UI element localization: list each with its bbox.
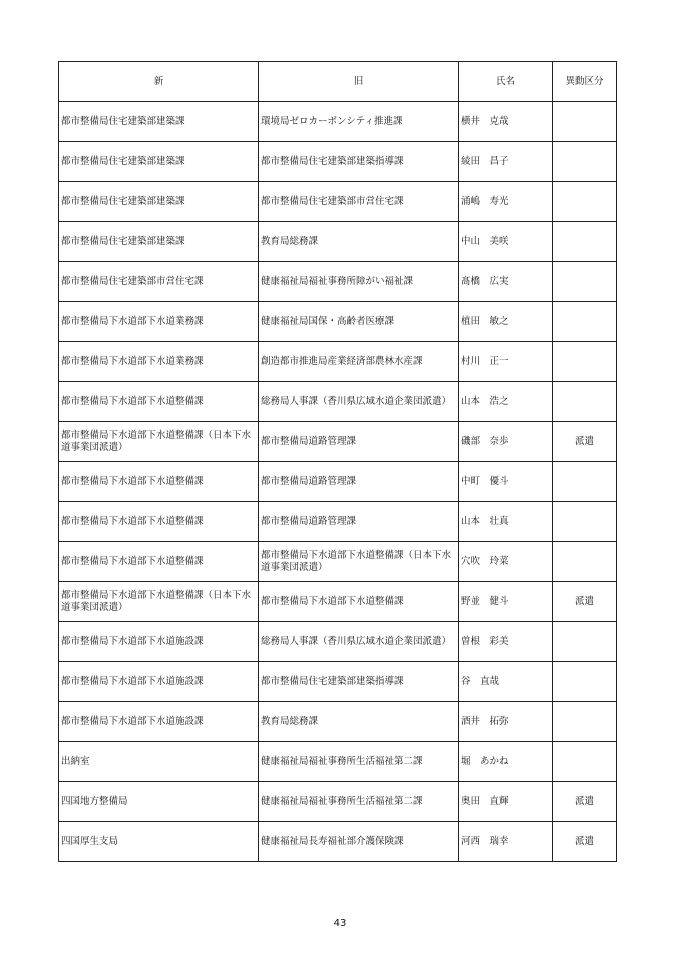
cell-old-dept: 健康福祉局福祉事務所生活福祉第二課 — [259, 742, 459, 782]
cell-transfer-type — [553, 382, 617, 422]
cell-transfer-type — [553, 542, 617, 582]
page-number: 43 — [333, 918, 347, 929]
table-row — [59, 822, 617, 862]
cell-new-dept: 都市整備局下水道部下水道業務課 — [59, 302, 259, 342]
cell-name: 河西 瑞幸 — [459, 822, 553, 862]
cell-name: 中山 美咲 — [459, 222, 553, 262]
personnel-transfer-table — [58, 61, 617, 862]
cell-transfer-type — [553, 502, 617, 542]
table-row — [59, 462, 617, 502]
cell-name: 野並 健斗 — [459, 582, 553, 622]
cell-name: 奥田 直輝 — [459, 782, 553, 822]
cell-name: 酒井 拓弥 — [459, 702, 553, 742]
cell-name: 中町 優斗 — [459, 462, 553, 502]
cell-name: 穴吹 玲菜 — [459, 542, 553, 582]
cell-old-dept: 健康福祉局長寿福祉部介護保険課 — [259, 822, 459, 862]
cell-new-dept: 出納室 — [59, 742, 259, 782]
cell-old-dept: 健康福祉局福祉事務所生活福祉第二課 — [259, 782, 459, 822]
cell-new-dept: 都市整備局下水道部下水道整備課 — [59, 502, 259, 542]
table-row — [59, 222, 617, 262]
cell-transfer-type — [553, 182, 617, 222]
cell-name: 横井 克哉 — [459, 102, 553, 142]
cell-name: 山本 壮真 — [459, 502, 553, 542]
table-row — [59, 302, 617, 342]
cell-old-dept: 都市整備局下水道部下水道整備課 — [259, 582, 459, 622]
table-row — [59, 702, 617, 742]
table-row — [59, 342, 617, 382]
cell-transfer-type — [553, 222, 617, 262]
cell-old-dept: 都市整備局道路管理課 — [259, 422, 459, 462]
cell-old-dept: 環境局ゼロカーボンシティ推進課 — [259, 102, 459, 142]
cell-old-dept: 都市整備局住宅建築部建築指導課 — [259, 662, 459, 702]
cell-new-dept: 都市整備局下水道部下水道整備課（日本下水道事業団派遣） — [59, 422, 259, 462]
cell-old-dept: 都市整備局道路管理課 — [259, 462, 459, 502]
cell-new-dept: 都市整備局下水道部下水道業務課 — [59, 342, 259, 382]
table-row — [59, 582, 617, 622]
cell-new-dept: 都市整備局住宅建築部建築課 — [59, 222, 259, 262]
cell-new-dept: 都市整備局下水道部下水道整備課 — [59, 542, 259, 582]
header-name: 氏名 — [459, 62, 553, 102]
table-row — [59, 182, 617, 222]
cell-new-dept: 都市整備局住宅建築部市営住宅課 — [59, 262, 259, 302]
cell-transfer-type — [553, 142, 617, 182]
table-row — [59, 422, 617, 462]
cell-old-dept: 健康福祉局福祉事務所障がい福祉課 — [259, 262, 459, 302]
cell-transfer-type: 派遣 — [553, 782, 617, 822]
table-row — [59, 262, 617, 302]
header-old: 旧 — [259, 62, 459, 102]
cell-old-dept: 健康福祉局国保・高齢者医療課 — [259, 302, 459, 342]
cell-transfer-type — [553, 622, 617, 662]
cell-transfer-type: 派遣 — [553, 822, 617, 862]
cell-transfer-type: 派遣 — [553, 422, 617, 462]
cell-new-dept: 都市整備局住宅建築部建築課 — [59, 102, 259, 142]
cell-name: 涌嶋 寿光 — [459, 182, 553, 222]
table-row — [59, 502, 617, 542]
cell-transfer-type — [553, 702, 617, 742]
cell-name: 山本 浩之 — [459, 382, 553, 422]
cell-old-dept: 総務局人事課（香川県広域水道企業団派遣） — [259, 382, 459, 422]
cell-transfer-type — [553, 662, 617, 702]
table-header-row — [59, 62, 617, 102]
table-row — [59, 382, 617, 422]
table-row — [59, 542, 617, 582]
cell-transfer-type — [553, 262, 617, 302]
cell-name: 植田 敏之 — [459, 302, 553, 342]
cell-old-dept: 都市整備局道路管理課 — [259, 502, 459, 542]
cell-transfer-type — [553, 302, 617, 342]
cell-name: 綾田 昌子 — [459, 142, 553, 182]
cell-transfer-type — [553, 462, 617, 502]
cell-new-dept: 都市整備局住宅建築部建築課 — [59, 182, 259, 222]
cell-new-dept: 四国地方整備局 — [59, 782, 259, 822]
cell-name: 村川 正一 — [459, 342, 553, 382]
cell-old-dept: 都市整備局下水道部下水道整備課（日本下水道事業団派遣） — [259, 542, 459, 582]
cell-name: 磯部 奈歩 — [459, 422, 553, 462]
cell-transfer-type — [553, 742, 617, 782]
header-new: 新 — [59, 62, 259, 102]
cell-new-dept: 都市整備局下水道部下水道施設課 — [59, 662, 259, 702]
table-body — [59, 102, 617, 862]
table-row — [59, 102, 617, 142]
cell-new-dept: 都市整備局下水道部下水道整備課 — [59, 382, 259, 422]
cell-new-dept: 都市整備局下水道部下水道施設課 — [59, 622, 259, 662]
cell-old-dept: 創造都市推進局産業経済部農林水産課 — [259, 342, 459, 382]
cell-name: 曽根 彩美 — [459, 622, 553, 662]
cell-name: 谷 直哉 — [459, 662, 553, 702]
cell-new-dept: 都市整備局下水道部下水道施設課 — [59, 702, 259, 742]
cell-name: 堀 あかね — [459, 742, 553, 782]
table-row — [59, 662, 617, 702]
cell-new-dept: 都市整備局下水道部下水道整備課 — [59, 462, 259, 502]
cell-old-dept: 総務局人事課（香川県広域水道企業団派遣） — [259, 622, 459, 662]
cell-new-dept: 四国厚生支局 — [59, 822, 259, 862]
cell-transfer-type — [553, 342, 617, 382]
cell-old-dept: 都市整備局住宅建築部建築指導課 — [259, 142, 459, 182]
table-row — [59, 622, 617, 662]
cell-new-dept: 都市整備局住宅建築部建築課 — [59, 142, 259, 182]
table-row — [59, 782, 617, 822]
cell-old-dept: 都市整備局住宅建築部市営住宅課 — [259, 182, 459, 222]
cell-old-dept: 教育局総務課 — [259, 222, 459, 262]
cell-new-dept: 都市整備局下水道部下水道整備課（日本下水道事業団派遣） — [59, 582, 259, 622]
cell-transfer-type — [553, 102, 617, 142]
header-transfer-type: 異動区分 — [553, 62, 617, 102]
cell-name: 髙橋 広実 — [459, 262, 553, 302]
cell-transfer-type: 派遣 — [553, 582, 617, 622]
cell-old-dept: 教育局総務課 — [259, 702, 459, 742]
table-row — [59, 142, 617, 182]
table-row — [59, 742, 617, 782]
